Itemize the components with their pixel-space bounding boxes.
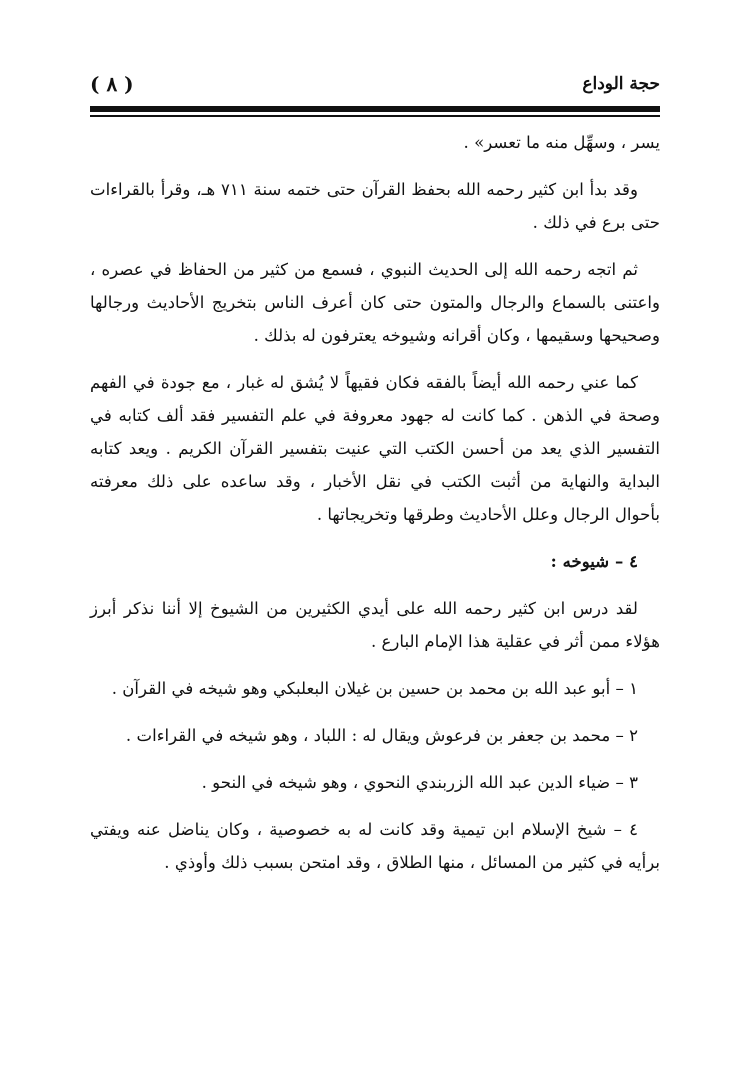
teacher-item-2 xyxy=(90,719,660,752)
page-body xyxy=(90,126,660,893)
section-title: شيوخه : xyxy=(550,551,610,571)
teacher-item-4 xyxy=(90,813,660,879)
teacher-text: محمد بن جعفر بن فرعوش ويقال له : اللباد ، وهو شيخه في القراءات . xyxy=(125,726,611,745)
teacher-item-3 xyxy=(90,766,660,799)
paragraph-fiqh-tafsir: كما عني رحمه الله أيضاً بالفقه فكان فقيهاً لا يُشق له غبار ، مع جودة في الفهم وصحة في الذهن . كما كانت له جهود معروفة في علم التفسير فقد ألف كتابه في التفسير الذي يعد من أحسن الكتب التي عنيت بتفسير القرآن الكريم . ويعد كتابه البداية والنهاية من أثبت الكتب في نقل الأخبار ، وقد ساعده على ذلك معرفته بأحوال الرجال وعلل الأحاديث وطرقها وتخريجاتها . xyxy=(90,373,660,524)
teacher-number: ٢ – xyxy=(615,726,638,745)
paragraph-hadith: ثم اتجه رحمه الله إلى الحديث النبوي ، فسمع من كثير من الحفاظ في عصره ، واعتنى بالسماع والرجال والمتون حتى كان أعرف الناس بتخريج الأحاديث ورجالها وصحيحها وسقيمها ، وكان أقرانه وشيوخه يعترفون له بذلك . xyxy=(90,260,660,345)
teacher-item-1 xyxy=(90,672,660,705)
teacher-number: ٤ – xyxy=(613,820,638,839)
teacher-text: أبو عبد الله بن محمد بن حسين بن غيلان البعلبكي وهو شيخه في القرآن . xyxy=(111,679,611,698)
header-rule-thin xyxy=(90,115,660,117)
running-title: حجة الوداع xyxy=(582,74,660,94)
page-header xyxy=(90,72,660,102)
teacher-number: ٣ – xyxy=(615,773,638,792)
paragraph-continuation: يسر ، وسهِّل منه ما تعسر» . xyxy=(463,133,660,152)
section-number: ٤ – xyxy=(615,551,638,571)
page-number: ( ٨ ) xyxy=(90,72,134,96)
paragraph-quran: وقد بدأ ابن كثير رحمه الله بحفظ القرآن حتى ختمه سنة ٧١١ هـ، وقرأ بالقراءات حتى برع في ذلك . xyxy=(90,180,660,232)
teacher-text: شيخ الإسلام ابن تيمية وقد كانت له به خصوصية ، وكان يناضل عنه ويفتي برأيه في كثير من المسائل ، منها الطلاق ، وقد امتحن بسبب ذلك وأوذي . xyxy=(90,820,660,872)
section-intro: لقد درس ابن كثير رحمه الله على أيدي الكثيرين من الشيوخ إلا أننا نذكر أبرز هؤلاء ممن أثر في عقلية هذا الإمام البارع . xyxy=(90,599,660,651)
teacher-number: ١ – xyxy=(615,679,638,698)
header-rule-thick xyxy=(90,106,660,112)
teacher-text: ضياء الدين عبد الله الزربندي النحوي ، وهو شيخه في النحو . xyxy=(201,773,611,792)
section-heading xyxy=(90,545,660,578)
